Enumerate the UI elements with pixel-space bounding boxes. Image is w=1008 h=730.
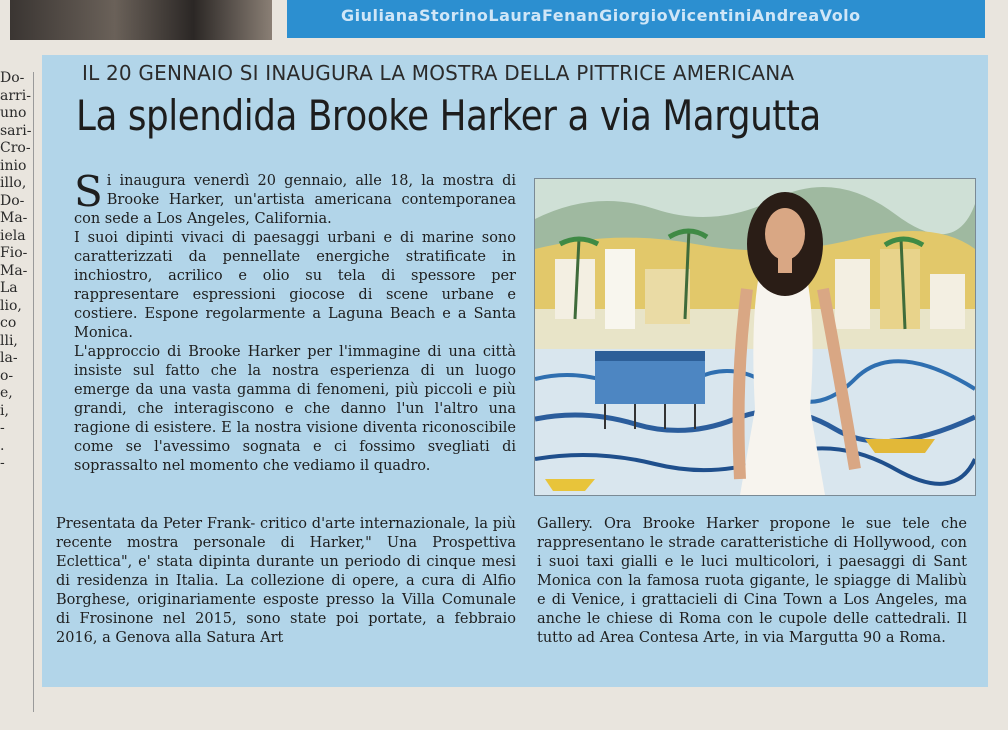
neighbor-fragment: Fio-	[0, 245, 28, 261]
neighbor-fragment: lio,	[0, 297, 22, 314]
neighbor-fragment: lli,	[0, 332, 18, 349]
neighbor-fragment: Do-	[0, 70, 25, 86]
top-banner-text: GiulianaStorinoLauraFenanGiorgioVicentiniAndreaVolo	[341, 6, 861, 25]
neighbor-fragment: inio	[0, 157, 27, 174]
neighbor-fragment: arri-	[0, 87, 31, 104]
neighbor-fragment: iela	[0, 227, 26, 244]
neighbor-fragment: Do-	[0, 192, 25, 209]
neighbor-column	[0, 70, 34, 473]
paragraph-5: Gallery. Ora Brooke Harker propone le sue tele che rappresentano le strade caratteristiche di Hollywood, con i suoi taxi gialli e le luci multicolori, i paesaggi di Sant Monica con la famosa ruota gigante, le spiagge di Malibù e di Venice, i grattacieli di Cina Town a Los Angeles, ma anche le chiese di Roma con le cupole delle cattedrali. Il tutto ad Area Contesa Arte, in via Margutta 90 a Roma.	[537, 516, 967, 646]
neighbor-fragment: illo,	[0, 175, 27, 191]
drop-cap: S	[74, 167, 103, 216]
neighbor-fragment: o-	[0, 367, 14, 384]
neighbor-fragment: uno	[0, 105, 27, 121]
paragraph-1-text: i inaugura venerdì 20 gennaio, alle 18, la mostra di Brooke Harker, un'artista americana contemporanea con sede a Los Angeles, California.	[74, 173, 516, 227]
neighbor-fragment: -	[0, 420, 5, 436]
neighbor-fragment: -	[0, 455, 5, 471]
neighbor-fragment: e,	[0, 385, 13, 401]
paragraph-4: Presentata da Peter Frank- critico d'arte internazionale, la più recente mostra personale di Harker," Una Prospettiva Eclettica", e' stata dipinta durante un periodo di cinque mesi di residenza in Italia. La collezione di opere, a cura di Alfio Borghese, originariamente esposte presso la Villa Comunale di Frosinone nel 2015, sono state poi portate, a febbraio 2016, a Genova alla Satura Art	[56, 516, 516, 646]
neighbor-fragment: i,	[0, 402, 9, 419]
article-column-bottom-left	[56, 515, 516, 648]
neighbor-fragment: Ma-	[0, 262, 28, 279]
article-box	[42, 55, 988, 687]
article-column-top	[74, 167, 516, 476]
previous-article-photo	[10, 0, 272, 40]
article-column-bottom-right	[537, 515, 967, 648]
neighbor-fragment: .	[0, 437, 5, 454]
neighbor-fragment: Cro-	[0, 140, 31, 156]
neighbor-fragment: sari-	[0, 122, 32, 139]
top-banner	[287, 0, 985, 38]
paragraph-3: L'approccio di Brooke Harker per l'immagine di una città insiste sul fatto che la nostra esperienza di un luogo emerge da una vasta gamma di fenomeni, più piccoli e più grandi, che interagiscono e che danno l'un l'altro una ragione di esistere. E la nostra visione diventa riconoscibile come se l'avessimo sognata e ci fossimo svegliati di soprassalto nel momento che vediamo il quadro.	[74, 344, 516, 474]
article-photo	[534, 178, 976, 496]
article-kicker: IL 20 GENNAIO SI INAUGURA LA MOSTRA DELLA PITTRICE AMERICANA	[82, 61, 795, 85]
neighbor-fragment: La	[0, 280, 18, 296]
neighbor-fragment: la-	[0, 350, 18, 366]
neighbor-fragment: Ma-	[0, 210, 28, 226]
photo-illustration	[535, 179, 975, 495]
neighbor-fragment: co	[0, 315, 17, 331]
paragraph-1	[74, 167, 516, 229]
article-headline: La splendida Brooke Harker a via Margutta	[76, 91, 821, 140]
column-rule	[33, 72, 34, 712]
paragraph-2: I suoi dipinti vivaci di paesaggi urbani e di marine sono caratterizzati da pennellate energiche stratificate in inchiostro, acrilico e olio su tela di spessore per rappresentare espressioni giocose di scene urbane e costiere. Espone regolarmente a Laguna Beach e a Santa Monica.	[74, 230, 516, 341]
